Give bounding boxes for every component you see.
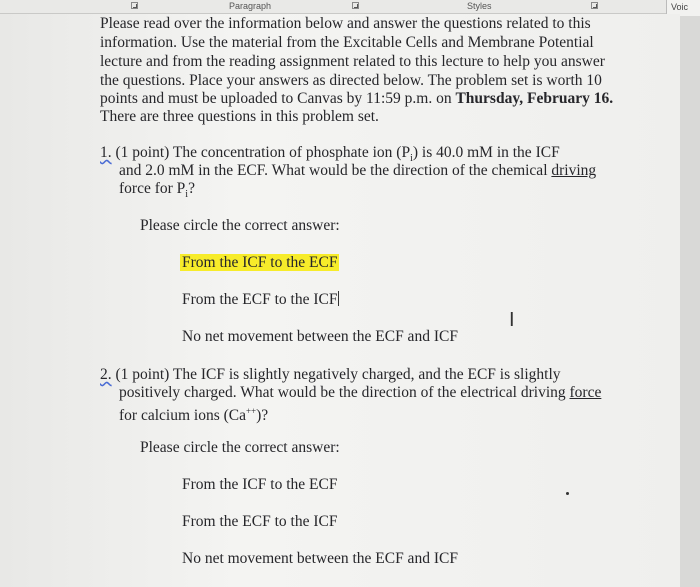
q1-line-1: 1. (1 point) The concentration of phosphate ion $(P_i)$ is 40.0 mM in the ICF <box>100 144 560 165</box>
intro-line-2: information. Use the material from the Excitable Cells and Membrane Potential <box>100 34 594 51</box>
intro-line-4: the questions. Place your answers as directed below. The problem set is worth 10 <box>100 72 602 89</box>
text-cursor <box>338 291 339 306</box>
q1-option-1[interactable] <box>180 254 339 272</box>
q2-prompt: Please circle the correct answer: <box>140 439 340 456</box>
styles-dialog-launcher-icon[interactable] <box>591 2 598 9</box>
q1-line-3: force for $P_i$? <box>119 180 195 201</box>
intro-line-5: points and must be uploaded to Canvas by 11:59 p.m. on Thursday, February 16. <box>100 90 614 107</box>
q2-superscript: ++ <box>245 406 257 416</box>
q1-prompt: Please circle the correct answer: <box>140 217 340 234</box>
q1-option-3[interactable]: No net movement between the ECF and ICF <box>182 328 458 345</box>
q2-option-1[interactable]: From the ICF to the ECF <box>182 476 338 493</box>
font-dialog-launcher-icon[interactable] <box>131 2 138 9</box>
q1-option-2[interactable]: From the ECF to the ICF <box>182 291 338 308</box>
styles-group-label: Styles <box>467 1 492 11</box>
stray-dot <box>566 492 569 495</box>
q2-line-1: 2. (1 point) The ICF is slightly negatively charged, and the ECF is slightly <box>100 366 561 383</box>
q1-option-1-highlight: From the ICF to the ECF <box>182 254 338 271</box>
document-page[interactable] <box>0 14 680 587</box>
paragraph-group-label: Paragraph <box>229 1 272 11</box>
q2-number: 2. <box>100 366 112 383</box>
voice-button[interactable]: Voic <box>666 0 700 16</box>
word-ribbon-bar <box>0 0 700 14</box>
intro-line-6: There are three questions in this problem set. <box>100 108 379 125</box>
intro-line-1: Please read over the information below and answer the questions related to this <box>100 15 591 32</box>
q2-option-2[interactable]: From the ECF to the ICF <box>182 513 338 530</box>
q2-option-3[interactable]: No net movement between the ECF and ICF <box>182 550 458 567</box>
q1-number: 1. <box>100 144 112 161</box>
intro-line-3: lecture and from the reading assignment related to this lecture to help you answer <box>100 53 605 70</box>
due-date: Thursday, February 16 <box>455 90 610 107</box>
q2-line-3: for calcium ions (Ca++)? <box>119 406 269 425</box>
q2-line-2: positively charged. What would be the direction of the electrical driving force <box>119 384 602 401</box>
q1-subscript-i: i <box>410 153 413 165</box>
q1-line-2: and 2.0 mM in the ECF. What would be the direction of the chemical driving <box>119 162 597 179</box>
paragraph-dialog-launcher-icon[interactable] <box>352 2 359 9</box>
mouse-ibeam-cursor-icon: I <box>509 309 515 331</box>
